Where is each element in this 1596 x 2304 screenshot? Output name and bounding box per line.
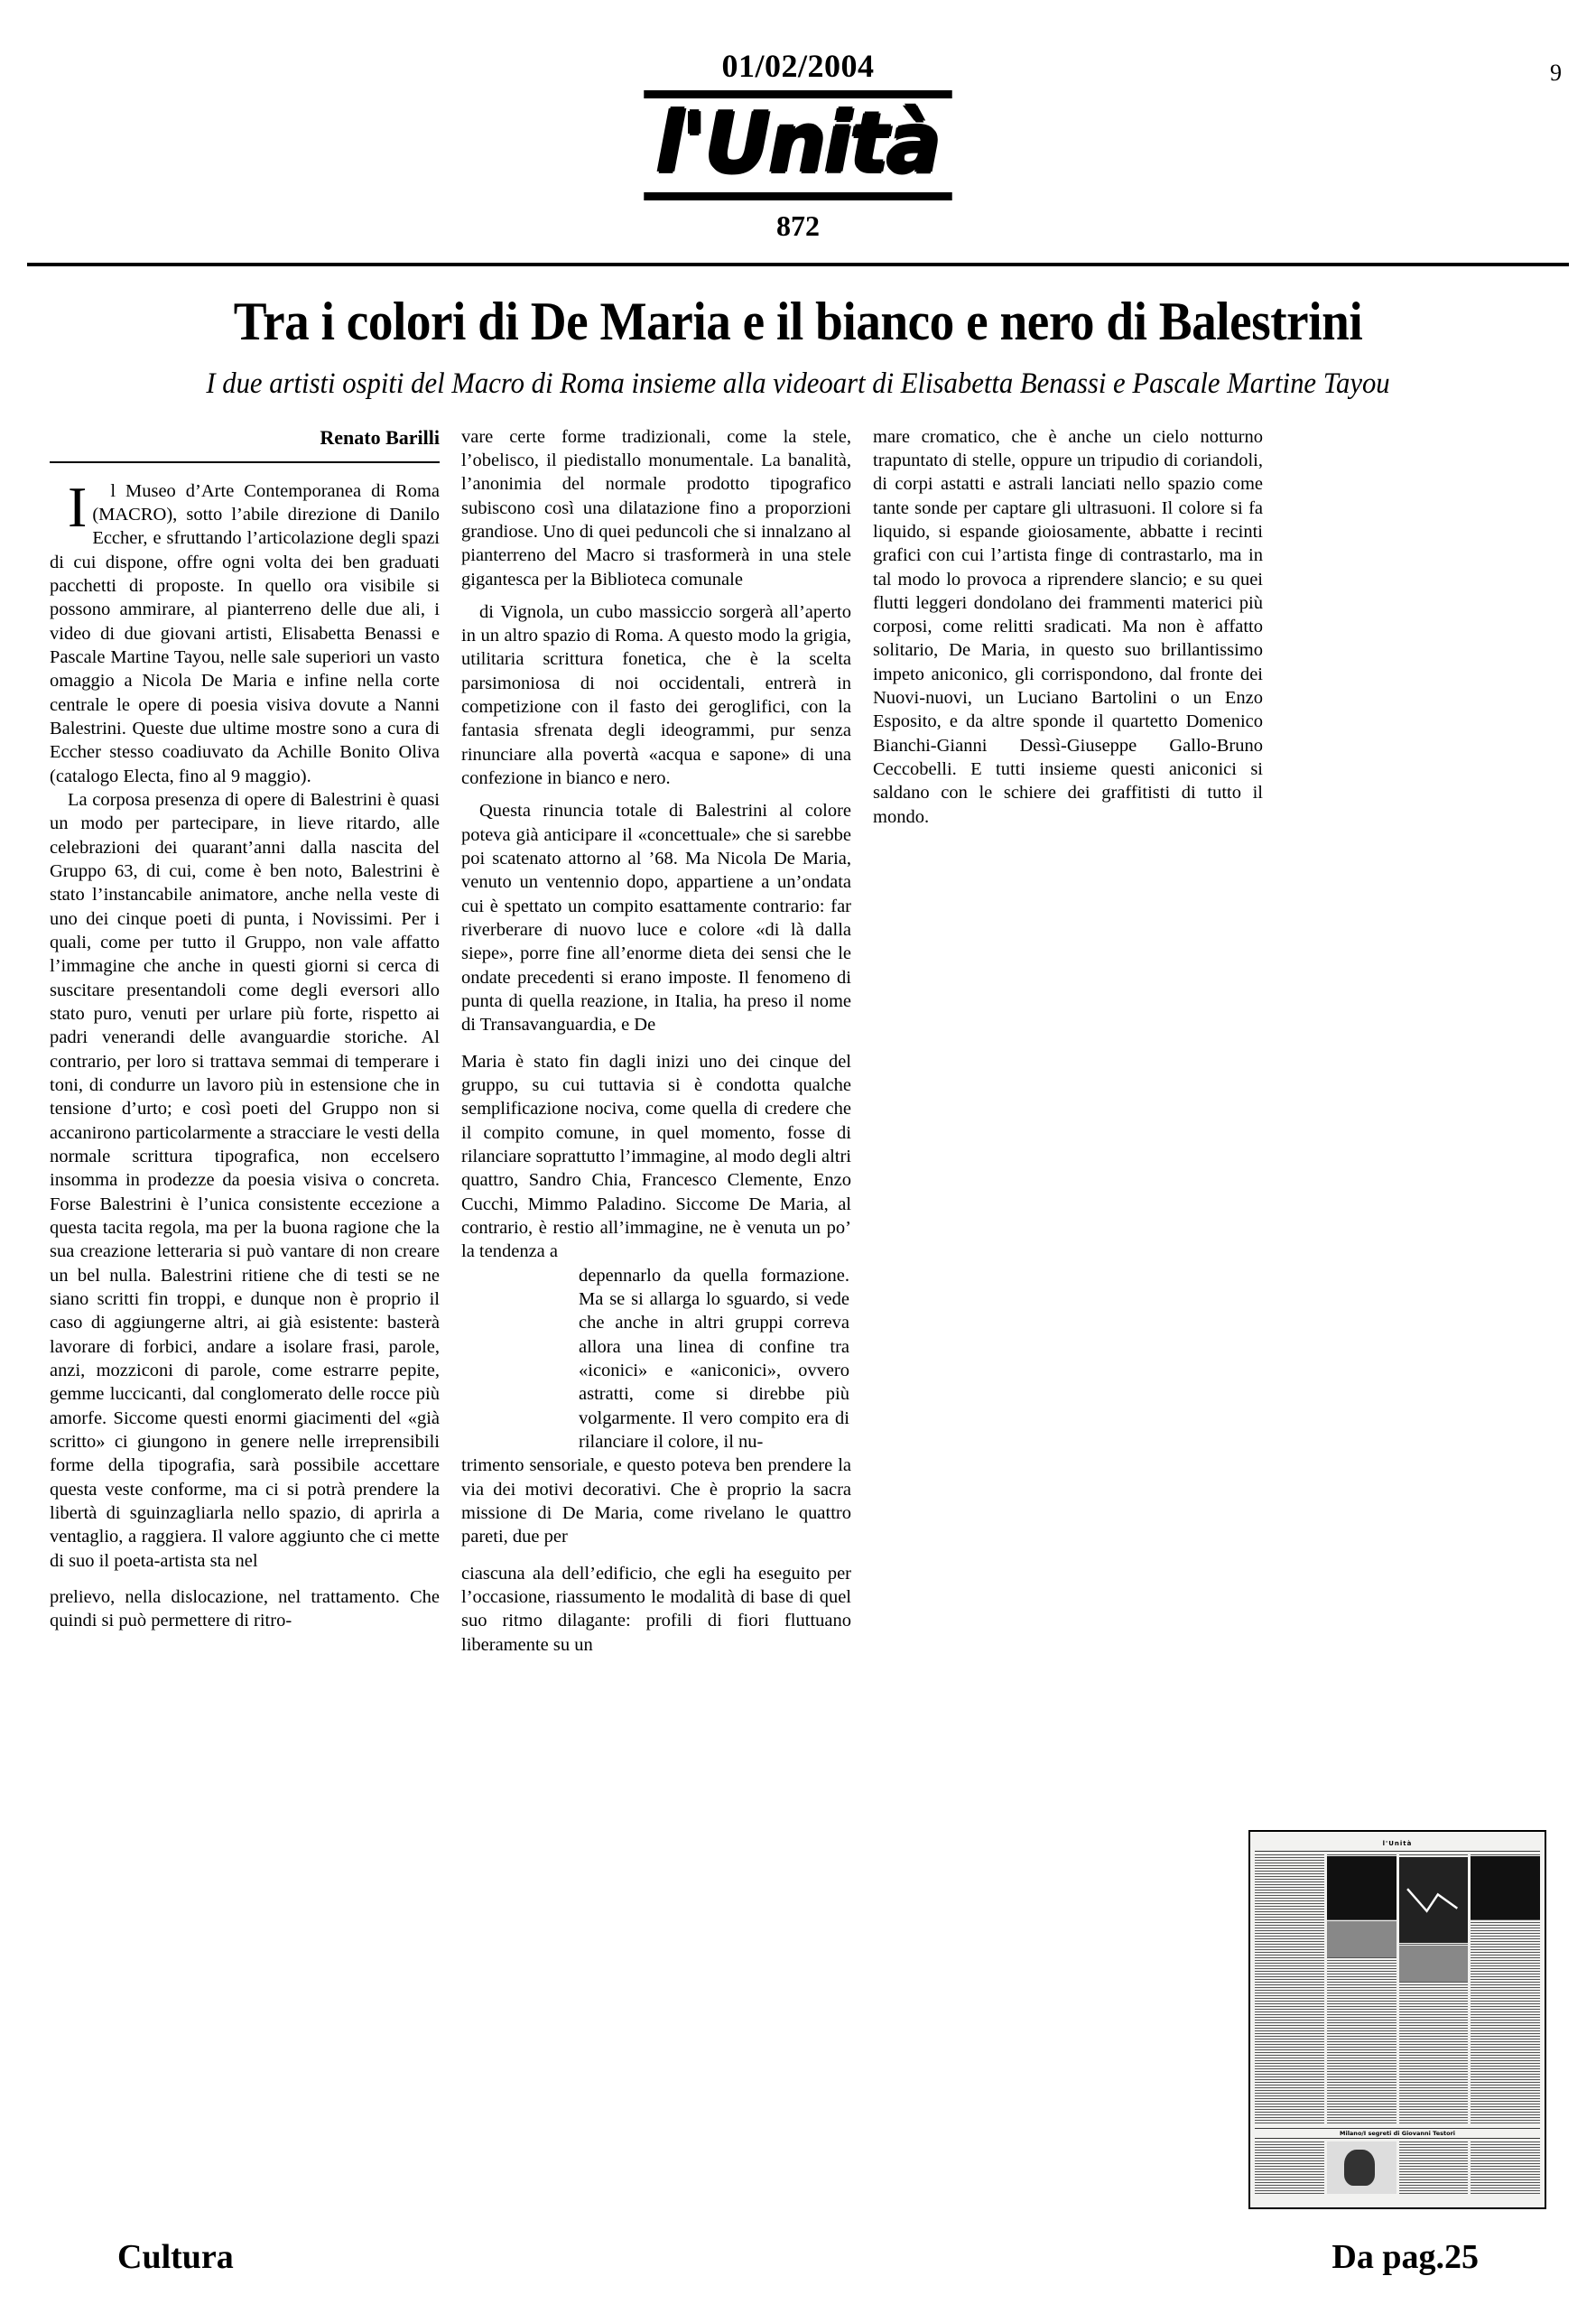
paragraph: Questa rinuncia totale di Balestrini al colore poteva già anticipare il «concettuale» che si sarebbe poi scatenato attorno al ’68. Ma Nicola De Maria, venuto un ventennio dopo, appartiene a un’ondata cui è spettato un compito esattamente contrario: far riverberare di nuovo luce e colore «di là dalla siepe», porre fine all’enorme dieta dei sensi che le ondate precedenti si erano imposte. Il fenomeno di punta di quella reazione, in Italia, ha preso il nome di Transavanguardia, e De [461, 801, 851, 1036]
thumbnail-text-column [1327, 1854, 1396, 2125]
paragraph: prelievo, nella dislocazione, nel trattamento. Che quindi si può permettere di ritro- [50, 1586, 440, 1631]
masthead [0, 47, 1596, 243]
article-headline: Tra i colori di De Maria e il bianco e nero di Balestrini [233, 292, 1363, 351]
thumbnail-text-column [1399, 2141, 1469, 2194]
issue-number: 872 [776, 209, 820, 242]
thumbnail-text-column [1471, 1854, 1540, 2125]
footer-continuation: Da pag.25 [1332, 2238, 1479, 2276]
paragraph: depennarlo da quella formazione. Ma se si allarga lo sguardo, si vede che anche in altri gruppi correva allora una linea di confine tra «iconici» e «aniconici», ovvero astratti, come si direbbe più volgarmente. Il vero compito era di rilanciare il colore, il nu- [579, 1265, 849, 1452]
paragraph: Maria è stato fin dagli inizi uno dei cinque del gruppo, su cui tuttavia si è condotta qualche semplificazione nociva, come quella di credere che il compito comune, in quel momento, fosse di rilanciare soprattutto l’immagine, al modo degli altri quattro, Sandro Chia, Francesco Clemente, Enzo Cucchi, Mimmo Paladino. Siccome De Maria, al contrario, è restio all’immagine, ne è venuta un po’ la tendenza a [461, 1051, 851, 1262]
paragraph: vare certe forme tradizionali, come la stele, l’obelisco, il piedistallo monumentale. La banalità, l’anonimia del normale prodotto tipografico subiscono così una dilatazione fino a proporzioni grandiose. Uno di quei peduncoli che si innalzano al pianterreno del Macro si trasformerà in una stele gigantesca per la Biblioteca comunale [461, 426, 851, 590]
paragraph [50, 474, 440, 788]
thumbnail-figure [1327, 2141, 1396, 2194]
footer-section: Cultura [117, 2238, 234, 2276]
thumbnail-dark-block [1327, 1856, 1396, 1919]
thumbnail-columns [1255, 1854, 1540, 2125]
paragraph: La corposa presenza di opere di Balestrini è quasi un modo per partecipare, in lieve ritardo, alle celebrazioni dei quarant’anni dalla nascita del Gruppo 63, di cui, come è ben noto, Balestrini è stato l’instancabile animatore, anche nella veste di uno dei cinque poeti di punta, i Novissimi. Per i quali, come per tutto il Gruppo, non vale affatto l’immagine che anche in questi giorni si cerca di suscitare presentandoli come degli eversori allo stato puro, venuti per urlare più forte, rispetto ai padri venerandi delle avanguardie storiche. Al contrario, per loro si trattava semmai di temperare i toni, di condurre un lavoro più in estensione che in tensione d’urto; e così poeti del Gruppo non si accanirono particolarmente a stracciare le vesti della normale scrittura tipografica, non eccelsero insomma in prodezze da poesia visiva o concreta. Forse Balestrini è l’unica consistente eccezione a questa tacita regola, ma per la buona ragione che la sua creazione letteraria si può vantare di non creare un bel nulla. Balestrini ritiene che di testi se ne siano scritti fin troppi, e dunque non è proprio il caso di aggiungerne altri, ai già esistente: basterà lavorare di forbici, andare a isolare frasi, parole, anzi, mozziconi di parole, come estrarre pepite, gemme luccicanti, dal conglomerato delle rocce più amorfe. Siccome questi enormi giacimenti del «già scritto» ci giungono in genere nelle irreprensibili forme della tipografia, sarà possibile accettare questa veste conforme, ma ci si potrà prendere la libertà di sguinzagliarla nello spazio, di aprirla a ventaglio, a raggiera. Il valore aggiunto che ci mette di suo il poeta-artista sta nel [50, 790, 440, 1571]
thumbnail-text-column [1255, 1854, 1324, 2125]
page-number: 9 [1550, 60, 1562, 86]
page-thumbnail-image [1248, 1830, 1546, 2209]
thumbnail-text-column [1255, 2141, 1324, 2194]
column-1 [50, 425, 440, 1633]
masthead-logo-wrap [0, 90, 1596, 200]
thumbnail-dark-block [1471, 1856, 1540, 1919]
page-footer [0, 2237, 1596, 2277]
byline: Renato Barilli [320, 425, 440, 449]
article-subhead: I due artisti ospiti del Macro di Roma insieme alla videoart di Elisabetta Benassi e Pascale Martine Tayou [206, 367, 1390, 400]
header-divider [27, 263, 1569, 266]
thumbnail-text-column [1399, 1854, 1469, 2125]
thumbnail-gray-block [1399, 1946, 1469, 1982]
paragraph: ciascuna ala dell’edificio, che egli ha eseguito per l’occasione, riassumento le modalità di base di quel suo ritmo dilagante: profili di fiori fluttuano liberamente su un [461, 1563, 851, 1655]
issue-date: 01/02/2004 [721, 48, 875, 84]
column-2 [461, 425, 851, 1657]
thumbnail-bottom-row [1255, 2141, 1540, 2194]
thumbnail-masthead: l'Unità [1255, 1836, 1540, 1852]
byline-divider [50, 461, 440, 463]
thumbnail-gray-block [1327, 1921, 1396, 1957]
newspaper-page [0, 47, 1596, 2304]
paragraph: trimento sensoriale, e questo poteva ben prendere la via dei motivi decorativi. Che è proprio la sacra missione di De Maria, come rivelano le quattro pareti, due per [461, 1455, 851, 1547]
masthead-logo: l'Unità [645, 90, 952, 200]
paragraph-text: l Museo d’Arte Contemporanea di Roma (MACRO), sotto l’abile direzione di Danilo Eccher, e sfruttando l’articolazione degli spazi di cui dispone, offre ogni volta dei ben graduati pacchetti di proposte. In quello ora visibile si possono ammirare, al pianterreno delle due ali, i video di due giovani artisti, Elisabetta Benassi e Pascale Martine Tayou, nelle sale superiori un vasto omaggio a Nicola De Maria e infine nella corte centrale le opere di poesia visiva dovute a Nanni Balestrini. Queste due ultime mostre sono a cura di Eccher stesso coadiuvato da Achille Bonito Oliva (catalogo Electa, fino al 9 maggio). [50, 480, 440, 786]
thumbnail-text-column [1471, 2141, 1540, 2194]
drop-cap: I [68, 474, 88, 539]
zigzag-icon [1405, 1874, 1460, 1926]
article-columns [50, 425, 1546, 1657]
thumbnail-photo-block [1399, 1857, 1469, 1943]
thumbnail-inner [1250, 1832, 1545, 2207]
column-3 [873, 425, 1263, 830]
paragraph: mare cromatico, che è anche un cielo notturno trapuntato di stelle, oppure un tripudio di coriandoli, di corpi astatti e astrali lanciati nello spazio come tante sonde per captare gli ultrasuoni. Il colore si fa liquido, si espande gioiosamente, abbatte i recinti grafici con cui l’artista finge di contrastarlo, ma in tal modo lo provoca a riprendere slancio; e su quei flutti leggeri dondolano dei frammenti materici più corposi, come relitti sradicati. Ma non è affatto solitario, De Maria, in questo suo brillantissimo impeto aniconico, gli corrispondono, dal fronte dei Nuovi-nuovi, un Luciano Bartolini o un Enzo Esposito, e da altre sponde il quartetto Domenico Bianchi-Gianni Dessì-Giuseppe Gallo-Bruno Ceccobelli. E tutti insieme questi aniconici si saldano con le schiere dei graffitisti di tutto il mondo. [873, 426, 1263, 827]
thumbnail-caption: Milano/I segreti di Giovanni Testori [1255, 2128, 1540, 2139]
paragraph: di Vignola, un cubo massiccio sorgerà all’aperto in un altro spazio di Roma. A questo modo la grigia, utilitaria scrittura fonetica, che è la scelta parsimoniosa di noi occidentali, entrerà in competizione con il fasto dei geroglifici, con la fantasia sfrenata degli ideogrammi, pur senza rinunciare alla povertà «acqua e sapone» di una confezione in bianco e nero. [461, 601, 851, 789]
